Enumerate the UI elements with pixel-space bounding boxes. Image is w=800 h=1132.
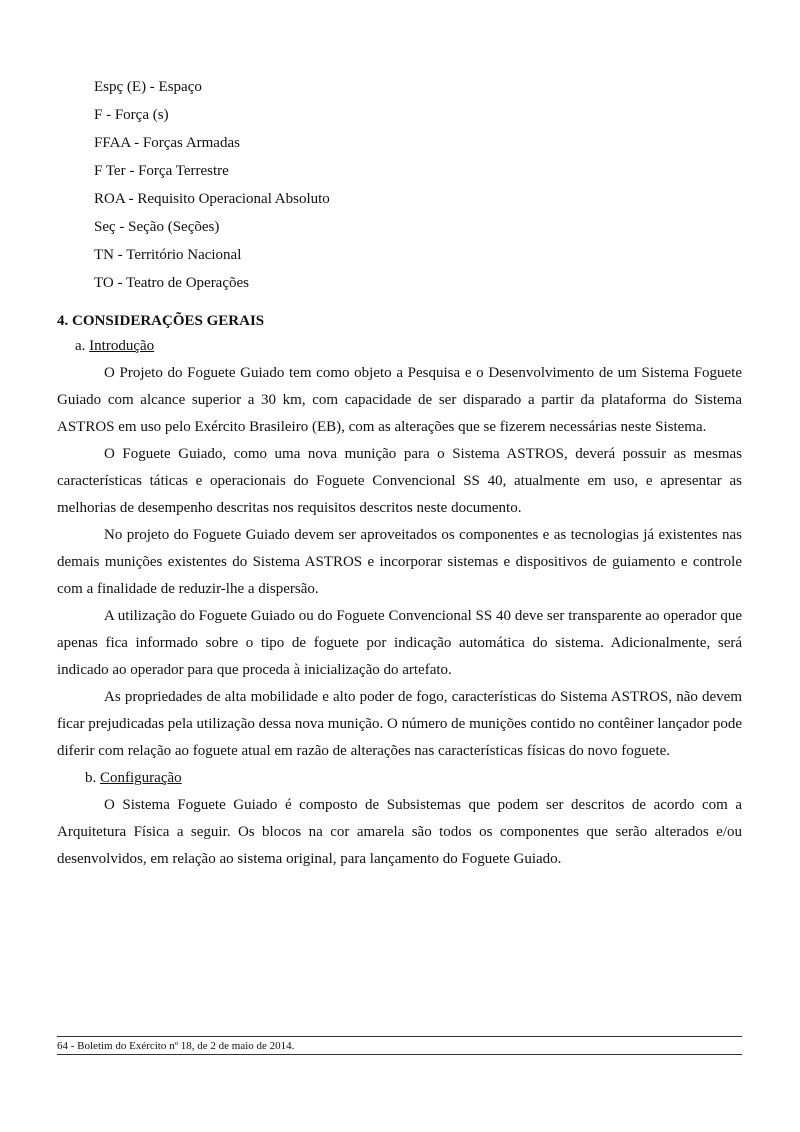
abbreviation-item: Espç (E) - Espaço xyxy=(94,79,202,95)
footer-rule-bottom xyxy=(57,1054,742,1055)
subsection-prefix: b. xyxy=(85,770,100,786)
subsection-prefix: a. xyxy=(75,338,90,354)
subsection-label: Introdução xyxy=(89,338,155,354)
abbreviation-item: TN - Território Nacional xyxy=(94,247,242,263)
abbreviation-list xyxy=(94,73,330,297)
subsection-heading-configuration xyxy=(57,765,742,792)
abbreviation-item: FFAA - Forças Armadas xyxy=(94,135,240,151)
paragraph: A utilização do Foguete Guiado ou do Foguete Convencional SS 40 deve ser transparente ao operador que apenas fica informado sobre o tipo de foguete por indicação automática do sistema. Adicionalmente, será indicado ao operador para que proceda à inicialização do artefato. xyxy=(57,608,742,678)
abbreviation-item: TO - Teatro de Operações xyxy=(94,275,249,291)
paragraph: O Sistema Foguete Guiado é composto de Subsistemas que podem ser descritos de acordo com a Arquitetura Física a seguir. Os blocos na cor amarela são todos os componentes que serão alterados e/ou desenvolvidos, em relação ao sistema original, para lançamento do Foguete Guiado. xyxy=(57,797,742,867)
footer-rule-top xyxy=(57,1036,742,1037)
paragraph: O Foguete Guiado, como uma nova munição para o Sistema ASTROS, deverá possuir as mesmas características táticas e operacionais do Foguete Convencional SS 40, atualmente em uso, e apresentar as melhorias de desempenho descritas nos requisitos descritos neste documento. xyxy=(57,446,742,516)
paragraph: O Projeto do Foguete Guiado tem como objeto a Pesquisa e o Desenvolvimento de um Sistema Foguete Guiado com alcance superior a 30 km, com capacidade de ser disparado a partir da plataforma do Sistema ASTROS em uso pelo Exército Brasileiro (EB), com as alterações que se fizerem necessárias neste Sistema. xyxy=(57,365,742,435)
section-title: 4. CONSIDERAÇÕES GERAIS xyxy=(57,313,265,329)
page-footer: 64 - Boletim do Exército nº 18, de 2 de maio de 2014. xyxy=(57,1040,295,1052)
abbreviation-item: ROA - Requisito Operacional Absoluto xyxy=(94,191,330,207)
abbreviation-item: Seç - Seção (Seções) xyxy=(94,219,220,235)
section-content xyxy=(57,311,742,873)
abbreviation-item: F - Força (s) xyxy=(94,107,169,123)
subsection-label: Configuração xyxy=(100,770,182,786)
paragraph: No projeto do Foguete Guiado devem ser aproveitados os componentes e as tecnologias já existentes nas demais munições existentes do Sistema ASTROS e incorporar sistemas e dispositivos de guiamento e controle com a finalidade de reduzir-lhe a dispersão. xyxy=(57,527,742,597)
abbreviation-item: F Ter - Força Terrestre xyxy=(94,163,229,179)
subsection-heading-introduction xyxy=(57,333,742,360)
paragraph: As propriedades de alta mobilidade e alto poder de fogo, características do Sistema ASTROS, não devem ficar prejudicadas pela utilização dessa nova munição. O número de munições contido no contêiner lançador pode diferir com relação ao foguete atual em razão de alterações nas características físicas do novo foguete. xyxy=(57,689,742,759)
